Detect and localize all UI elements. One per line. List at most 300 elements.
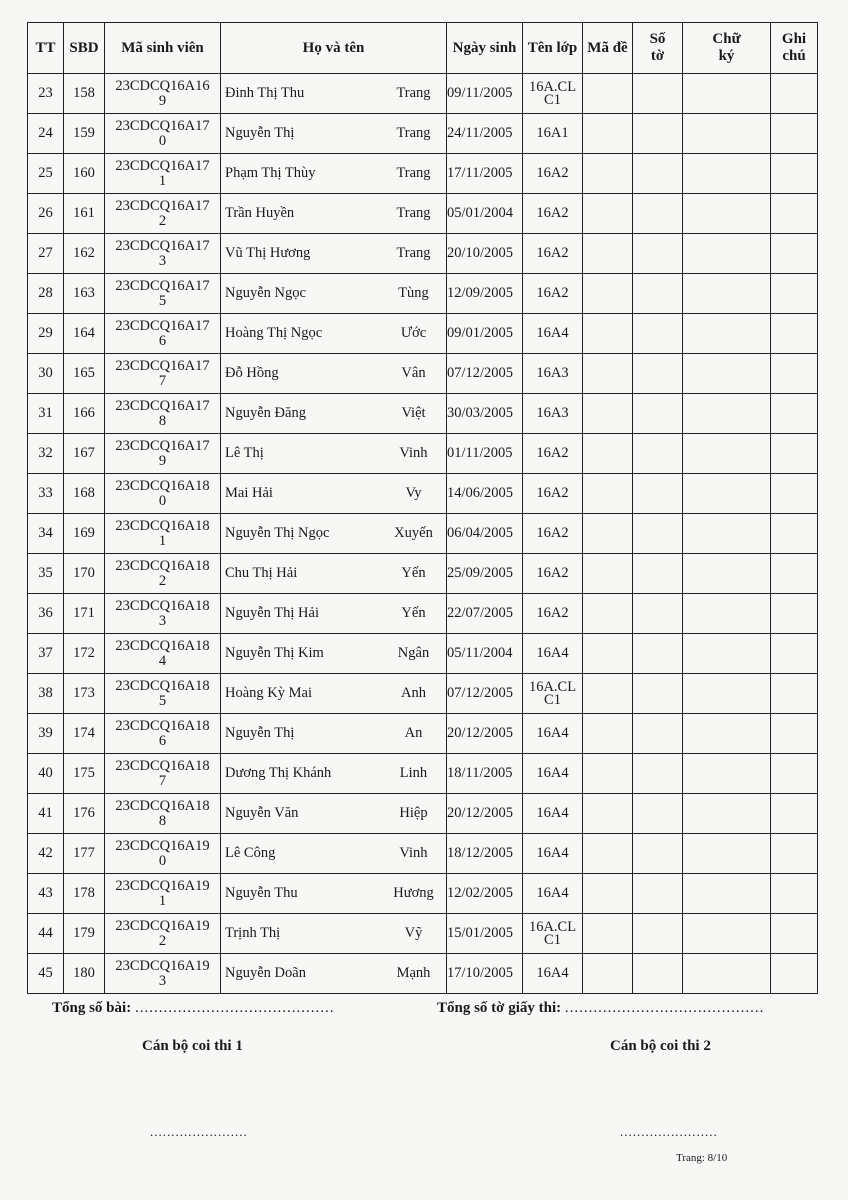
row-student-id xyxy=(105,754,221,794)
class-name: 16A4 xyxy=(536,805,569,821)
row-student-id xyxy=(105,514,221,554)
row-note xyxy=(771,474,818,514)
student-id-line-2: 9 xyxy=(158,92,167,109)
row-sbd: 179 xyxy=(64,914,105,954)
row-student-id xyxy=(105,154,221,194)
row-full-name xyxy=(221,394,447,434)
row-exam-code xyxy=(583,234,633,274)
last-name: Yến xyxy=(401,565,426,581)
row-full-name xyxy=(221,834,447,874)
row-dob: 17/10/2005 xyxy=(447,954,523,994)
row-full-name xyxy=(221,154,447,194)
class-line-1: 16A.CL xyxy=(528,678,577,695)
row-tt: 28 xyxy=(28,274,64,314)
proctor-2-signature-dots: ....................... xyxy=(620,1124,718,1139)
row-note xyxy=(771,354,818,394)
row-sbd: 164 xyxy=(64,314,105,354)
row-full-name xyxy=(221,554,447,594)
header-sheet-count: Số tờ xyxy=(633,23,683,74)
row-signature xyxy=(683,874,771,914)
row-class xyxy=(523,754,583,794)
row-student-id xyxy=(105,74,221,114)
row-exam-code xyxy=(583,714,633,754)
row-dob: 15/01/2005 xyxy=(447,914,523,954)
student-id-line-2: 8 xyxy=(158,812,167,829)
row-class xyxy=(523,114,583,154)
student-id-line-2: 5 xyxy=(158,292,167,309)
first-name: Vũ Thị Hương xyxy=(225,245,311,261)
class-name: 16A2 xyxy=(536,565,569,581)
last-name: Hiệp xyxy=(399,805,428,821)
row-student-id xyxy=(105,714,221,754)
row-dob: 01/11/2005 xyxy=(447,434,523,474)
table-row xyxy=(28,154,818,194)
last-name: Anh xyxy=(401,685,426,701)
row-sheet-count xyxy=(633,674,683,714)
last-name: Vinh xyxy=(399,445,428,461)
table-row xyxy=(28,474,818,514)
roster-body xyxy=(28,74,818,994)
row-student-id xyxy=(105,234,221,274)
last-name: Trang xyxy=(396,205,431,221)
header-class: Tên lớp xyxy=(523,23,583,74)
row-signature xyxy=(683,674,771,714)
row-exam-code xyxy=(583,434,633,474)
row-sheet-count xyxy=(633,914,683,954)
table-row xyxy=(28,394,818,434)
table-row xyxy=(28,354,818,394)
row-full-name xyxy=(221,914,447,954)
row-full-name xyxy=(221,114,447,154)
row-sheet-count xyxy=(633,514,683,554)
row-dob: 09/01/2005 xyxy=(447,314,523,354)
first-name: Lê Công xyxy=(225,845,276,861)
row-sheet-count xyxy=(633,274,683,314)
row-tt: 31 xyxy=(28,394,64,434)
row-tt: 35 xyxy=(28,554,64,594)
row-note xyxy=(771,154,818,194)
row-sheet-count xyxy=(633,314,683,354)
row-sbd: 171 xyxy=(64,594,105,634)
row-note xyxy=(771,314,818,354)
row-exam-code xyxy=(583,914,633,954)
student-id-line-2: 5 xyxy=(158,692,167,709)
class-name: 16A2 xyxy=(536,285,569,301)
row-note xyxy=(771,514,818,554)
row-exam-code xyxy=(583,274,633,314)
first-name: Trịnh Thị xyxy=(225,925,281,941)
table-row xyxy=(28,594,818,634)
row-dob: 05/11/2004 xyxy=(447,634,523,674)
student-id-line-2: 9 xyxy=(158,452,167,469)
student-id-line-1: 23CDCQ16A17 xyxy=(115,397,210,414)
row-sbd: 176 xyxy=(64,794,105,834)
student-id-line-1: 23CDCQ16A18 xyxy=(115,677,210,694)
row-full-name xyxy=(221,754,447,794)
first-name: Mai Hải xyxy=(225,485,273,501)
row-sheet-count xyxy=(633,434,683,474)
first-name: Nguyễn Doãn xyxy=(225,965,306,981)
row-sheet-count xyxy=(633,954,683,994)
student-id-line-1: 23CDCQ16A18 xyxy=(115,597,210,614)
row-exam-code xyxy=(583,834,633,874)
class-name: 16A2 xyxy=(536,525,569,541)
row-note xyxy=(771,834,818,874)
class-name: 16A1 xyxy=(536,125,569,141)
header-exam-code: Mã đề xyxy=(583,23,633,74)
row-signature xyxy=(683,954,771,994)
row-dob: 20/12/2005 xyxy=(447,794,523,834)
row-exam-code xyxy=(583,874,633,914)
row-class xyxy=(523,234,583,274)
student-id-line-1: 23CDCQ16A17 xyxy=(115,317,210,334)
row-sheet-count xyxy=(633,554,683,594)
row-student-id xyxy=(105,554,221,594)
row-tt: 26 xyxy=(28,194,64,234)
class-name: 16A4 xyxy=(536,765,569,781)
row-class xyxy=(523,314,583,354)
row-exam-code xyxy=(583,474,633,514)
row-dob: 30/03/2005 xyxy=(447,394,523,434)
first-name: Hoàng Thị Ngọc xyxy=(225,325,323,341)
row-exam-code xyxy=(583,594,633,634)
student-id-line-2: 1 xyxy=(158,892,167,909)
row-note xyxy=(771,714,818,754)
student-id-line-2: 2 xyxy=(158,572,167,589)
row-tt: 33 xyxy=(28,474,64,514)
last-name: An xyxy=(404,725,423,741)
table-row xyxy=(28,514,818,554)
row-class xyxy=(523,594,583,634)
row-sbd: 178 xyxy=(64,874,105,914)
header-dob: Ngày sinh xyxy=(447,23,523,74)
row-sheet-count xyxy=(633,834,683,874)
exam-roster-table xyxy=(27,22,818,994)
last-name: Vinh xyxy=(399,845,428,861)
row-exam-code xyxy=(583,674,633,714)
row-student-id xyxy=(105,274,221,314)
row-full-name xyxy=(221,354,447,394)
row-exam-code xyxy=(583,394,633,434)
header-tt: TT xyxy=(28,23,64,74)
row-tt: 37 xyxy=(28,634,64,674)
row-dob: 18/12/2005 xyxy=(447,834,523,874)
row-dob: 14/06/2005 xyxy=(447,474,523,514)
row-exam-code xyxy=(583,554,633,594)
total-sheets xyxy=(437,1000,764,1017)
row-tt: 25 xyxy=(28,154,64,194)
last-name: Vân xyxy=(401,365,426,381)
student-id-line-2: 2 xyxy=(158,212,167,229)
class-line-2: C1 xyxy=(544,91,561,108)
row-full-name xyxy=(221,594,447,634)
last-name: Xuyến xyxy=(394,525,433,541)
row-full-name xyxy=(221,874,447,914)
row-exam-code xyxy=(583,634,633,674)
table-row xyxy=(28,754,818,794)
row-student-id xyxy=(105,674,221,714)
row-sbd: 158 xyxy=(64,74,105,114)
student-id-line-1: 23CDCQ16A16 xyxy=(115,77,210,94)
student-id-line-1: 23CDCQ16A19 xyxy=(115,957,210,974)
student-id-line-1: 23CDCQ16A17 xyxy=(115,197,210,214)
last-name: Mạnh xyxy=(396,965,431,981)
first-name: Nguyễn Văn xyxy=(225,805,299,821)
row-class xyxy=(523,154,583,194)
row-note xyxy=(771,674,818,714)
row-note xyxy=(771,234,818,274)
student-id-line-1: 23CDCQ16A19 xyxy=(115,917,210,934)
row-signature xyxy=(683,274,771,314)
row-sheet-count xyxy=(633,114,683,154)
row-dob: 18/11/2005 xyxy=(447,754,523,794)
row-sbd: 161 xyxy=(64,194,105,234)
first-name: Nguyễn Thị Ngọc xyxy=(225,525,330,541)
row-sheet-count xyxy=(633,594,683,634)
first-name: Phạm Thị Thùy xyxy=(225,165,316,181)
total-papers-label: Tổng số bài: xyxy=(52,1000,132,1016)
row-note xyxy=(771,754,818,794)
row-dob: 12/09/2005 xyxy=(447,274,523,314)
student-id-line-2: 3 xyxy=(158,252,167,269)
class-name: 16A2 xyxy=(536,485,569,501)
row-class xyxy=(523,514,583,554)
row-tt: 45 xyxy=(28,954,64,994)
row-class xyxy=(523,634,583,674)
row-sheet-count xyxy=(633,714,683,754)
table-row xyxy=(28,794,818,834)
table-row xyxy=(28,114,818,154)
header-row xyxy=(28,23,818,74)
page-number: Trang: 8/10 xyxy=(676,1152,728,1164)
row-sbd: 173 xyxy=(64,674,105,714)
row-tt: 36 xyxy=(28,594,64,634)
student-id-line-1: 23CDCQ16A17 xyxy=(115,437,210,454)
table-row xyxy=(28,674,818,714)
student-id-line-1: 23CDCQ16A19 xyxy=(115,837,210,854)
student-id-line-2: 1 xyxy=(158,172,167,189)
row-student-id xyxy=(105,834,221,874)
row-dob: 25/09/2005 xyxy=(447,554,523,594)
row-tt: 43 xyxy=(28,874,64,914)
row-sheet-count xyxy=(633,354,683,394)
student-id-line-1: 23CDCQ16A18 xyxy=(115,517,210,534)
row-class xyxy=(523,794,583,834)
student-id-line-1: 23CDCQ16A18 xyxy=(115,717,210,734)
row-full-name xyxy=(221,194,447,234)
row-tt: 29 xyxy=(28,314,64,354)
row-signature xyxy=(683,514,771,554)
row-student-id xyxy=(105,194,221,234)
row-note xyxy=(771,394,818,434)
row-exam-code xyxy=(583,354,633,394)
row-exam-code xyxy=(583,154,633,194)
first-name: Đinh Thị Thu xyxy=(225,85,305,101)
row-dob: 06/04/2005 xyxy=(447,514,523,554)
row-full-name xyxy=(221,794,447,834)
table-row xyxy=(28,234,818,274)
student-id-line-1: 23CDCQ16A18 xyxy=(115,637,210,654)
row-dob: 12/02/2005 xyxy=(447,874,523,914)
last-name: Vy xyxy=(405,485,422,501)
row-dob: 20/10/2005 xyxy=(447,234,523,274)
row-class xyxy=(523,194,583,234)
row-sheet-count xyxy=(633,874,683,914)
class-line-2: C1 xyxy=(544,931,561,948)
row-sheet-count xyxy=(633,754,683,794)
header-student-id: Mã sinh viên xyxy=(105,23,221,74)
row-note xyxy=(771,794,818,834)
row-dob: 05/01/2004 xyxy=(447,194,523,234)
total-sheets-dots: .......................................... xyxy=(564,1000,765,1016)
table-row xyxy=(28,314,818,354)
header-sbd: SBD xyxy=(64,23,105,74)
row-signature xyxy=(683,434,771,474)
row-note xyxy=(771,954,818,994)
row-dob: 07/12/2005 xyxy=(447,674,523,714)
row-full-name xyxy=(221,274,447,314)
class-name: 16A2 xyxy=(536,605,569,621)
table-row xyxy=(28,834,818,874)
total-papers-dots: .......................................... xyxy=(134,1000,335,1016)
row-signature xyxy=(683,314,771,354)
row-sbd: 163 xyxy=(64,274,105,314)
row-full-name xyxy=(221,674,447,714)
last-name: Yến xyxy=(401,605,426,621)
row-tt: 24 xyxy=(28,114,64,154)
class-name: 16A4 xyxy=(536,965,569,981)
first-name: Nguyễn Thị Kim xyxy=(225,645,324,661)
student-id-line-2: 0 xyxy=(158,852,167,869)
student-id-line-1: 23CDCQ16A17 xyxy=(115,157,210,174)
row-student-id xyxy=(105,914,221,954)
row-dob: 20/12/2005 xyxy=(447,714,523,754)
proctor-1-label: Cán bộ coi thi 1 xyxy=(142,1038,243,1054)
row-full-name xyxy=(221,714,447,754)
row-note xyxy=(771,74,818,114)
row-note xyxy=(771,194,818,234)
row-student-id xyxy=(105,594,221,634)
row-tt: 23 xyxy=(28,74,64,114)
last-name: Việt xyxy=(401,405,426,421)
first-name: Đỗ Hồng xyxy=(225,365,279,381)
row-exam-code xyxy=(583,114,633,154)
row-dob: 22/07/2005 xyxy=(447,594,523,634)
row-student-id xyxy=(105,434,221,474)
row-student-id xyxy=(105,314,221,354)
first-name: Nguyễn Thị xyxy=(225,725,295,741)
student-id-line-1: 23CDCQ16A19 xyxy=(115,877,210,894)
row-note xyxy=(771,914,818,954)
row-signature xyxy=(683,634,771,674)
class-line-2: C1 xyxy=(544,691,561,708)
row-signature xyxy=(683,554,771,594)
student-id-line-2: 3 xyxy=(158,612,167,629)
row-student-id xyxy=(105,114,221,154)
row-signature xyxy=(683,234,771,274)
row-signature xyxy=(683,354,771,394)
row-full-name xyxy=(221,954,447,994)
class-name: 16A2 xyxy=(536,165,569,181)
row-class xyxy=(523,714,583,754)
class-name: 16A4 xyxy=(536,325,569,341)
student-id-line-2: 6 xyxy=(158,732,167,749)
table-row xyxy=(28,554,818,594)
table-row xyxy=(28,434,818,474)
row-class xyxy=(523,74,583,114)
row-note xyxy=(771,594,818,634)
row-full-name xyxy=(221,314,447,354)
row-student-id xyxy=(105,394,221,434)
row-sbd: 175 xyxy=(64,754,105,794)
row-tt: 27 xyxy=(28,234,64,274)
table-row xyxy=(28,634,818,674)
row-dob: 24/11/2005 xyxy=(447,114,523,154)
last-name: Ước xyxy=(400,325,427,341)
row-student-id xyxy=(105,354,221,394)
row-full-name xyxy=(221,634,447,674)
class-name: 16A4 xyxy=(536,725,569,741)
row-sheet-count xyxy=(633,194,683,234)
row-sheet-count xyxy=(633,634,683,674)
total-papers xyxy=(52,1000,334,1017)
row-class xyxy=(523,434,583,474)
row-sheet-count xyxy=(633,74,683,114)
row-signature xyxy=(683,714,771,754)
student-id-line-1: 23CDCQ16A17 xyxy=(115,277,210,294)
student-id-line-1: 23CDCQ16A18 xyxy=(115,477,210,494)
first-name: Nguyễn Ngọc xyxy=(225,285,306,301)
student-id-line-2: 0 xyxy=(158,492,167,509)
table-row xyxy=(28,714,818,754)
total-sheets-label: Tổng số tờ giấy thi: xyxy=(437,1000,562,1016)
row-sbd: 166 xyxy=(64,394,105,434)
class-name: 16A2 xyxy=(536,205,569,221)
row-sbd: 169 xyxy=(64,514,105,554)
row-signature xyxy=(683,834,771,874)
first-name: Nguyễn Thị xyxy=(225,125,295,141)
class-name: 16A2 xyxy=(536,245,569,261)
row-student-id xyxy=(105,794,221,834)
last-name: Tùng xyxy=(398,285,429,301)
row-class xyxy=(523,394,583,434)
last-name: Trang xyxy=(396,245,431,261)
last-name: Trang xyxy=(396,125,431,141)
row-exam-code xyxy=(583,194,633,234)
table-row xyxy=(28,194,818,234)
first-name: Hoàng Kỳ Mai xyxy=(225,685,312,701)
row-dob: 09/11/2005 xyxy=(447,74,523,114)
student-id-line-1: 23CDCQ16A17 xyxy=(115,357,210,374)
last-name: Linh xyxy=(399,765,428,781)
class-name: 16A4 xyxy=(536,645,569,661)
row-exam-code xyxy=(583,514,633,554)
last-name: Vỹ xyxy=(404,925,423,941)
row-sbd: 165 xyxy=(64,354,105,394)
row-class xyxy=(523,674,583,714)
class-name: 16A4 xyxy=(536,885,569,901)
last-name: Trang xyxy=(396,85,431,101)
student-id-line-1: 23CDCQ16A17 xyxy=(115,117,210,134)
table-row xyxy=(28,74,818,114)
row-tt: 38 xyxy=(28,674,64,714)
row-sheet-count xyxy=(633,154,683,194)
row-tt: 34 xyxy=(28,514,64,554)
row-dob: 17/11/2005 xyxy=(447,154,523,194)
last-name: Hương xyxy=(393,885,434,901)
proctor-1-signature-dots: ....................... xyxy=(150,1124,248,1139)
first-name: Lê Thị xyxy=(225,445,264,461)
